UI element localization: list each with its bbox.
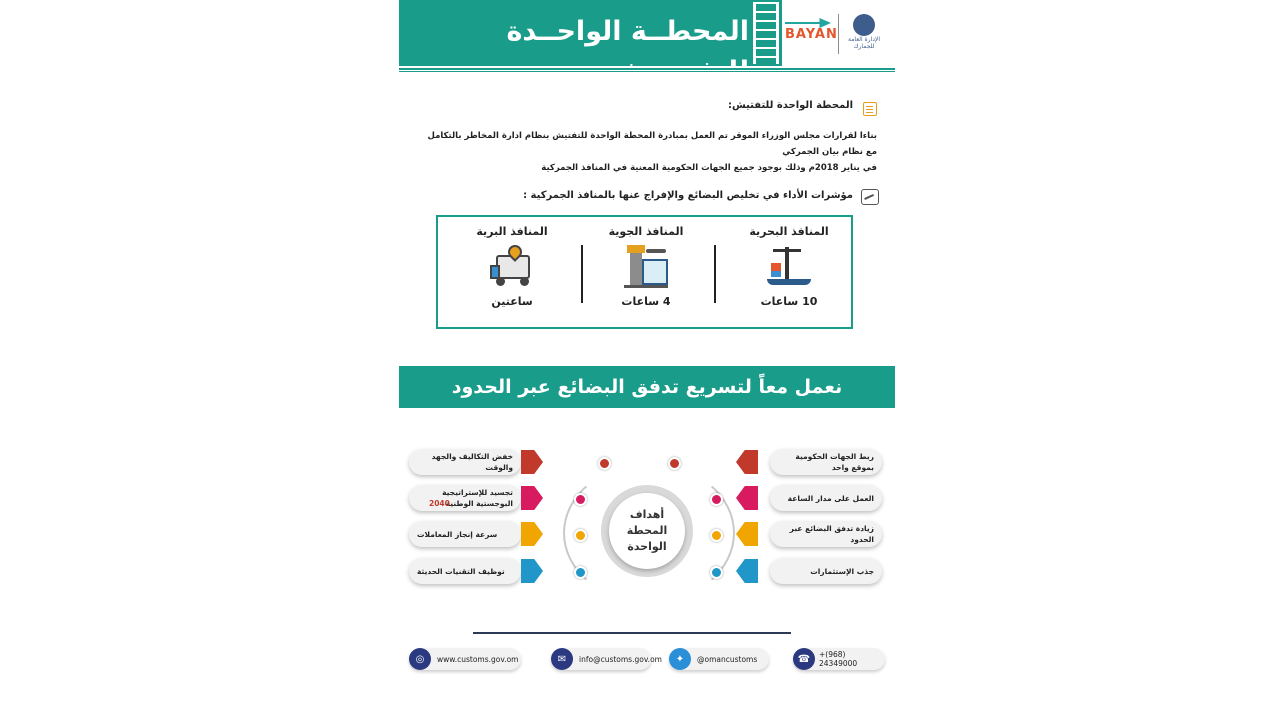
truck-location-icon — [490, 245, 534, 289]
kpi-separator — [581, 245, 583, 303]
goal-dot — [668, 457, 681, 470]
note-icon — [863, 102, 877, 116]
goal-dot — [710, 566, 723, 579]
website-text: www.customs.gov.om — [437, 654, 519, 664]
page-title: المحطــة الواحــدة — [506, 16, 749, 47]
kpi-value: ساعتين — [491, 295, 533, 308]
goal-text: سرعة إنجاز المعاملات — [417, 529, 498, 539]
hub-label: أهداف المحطة الواحدة — [626, 508, 668, 553]
footer-email[interactable] — [551, 648, 662, 670]
goal-text: العمل على مدار الساعة — [787, 493, 874, 503]
infographic-page — [397, 0, 897, 704]
goal-dot — [710, 529, 723, 542]
goal-dot — [710, 493, 723, 506]
goal-text: خفض التكاليف والجهد والوقت — [431, 452, 513, 472]
kpi-value: 4 ساعات — [621, 295, 671, 308]
footer-phone[interactable] — [793, 648, 885, 670]
goal-pill-right — [770, 558, 882, 584]
chevron-arrow-icon — [736, 522, 758, 546]
logo-divider — [838, 14, 839, 54]
goal-dot — [598, 457, 611, 470]
goal-pill-left — [409, 485, 521, 511]
goal-text: توظيف التقنيات الحديثة — [417, 566, 505, 576]
goal-pill-right — [770, 485, 882, 511]
kpi-label: المنافذ الجوية — [608, 225, 684, 238]
goal-pill-right — [770, 449, 882, 475]
footer-line — [473, 632, 791, 634]
goal-text: تجسيد للإستراتيجية البوجستية الوطنية — [442, 488, 513, 508]
twitter-icon: ✦ — [669, 648, 691, 670]
slogan-banner — [399, 366, 895, 408]
globe-icon: ◎ — [409, 648, 431, 670]
goal-pill-left — [409, 449, 521, 475]
intro-line-1: بناءا لقرارات مجلس الوزراء الموقر تم العمل بمبادرة المحطة الواحدة للتفتيش بنظام ادارة المخاطر بالتكامل مع نظام بيان الجمركي — [427, 131, 877, 157]
airport-icon — [624, 245, 668, 289]
bayan-logo — [785, 18, 838, 48]
goal-pill-left — [409, 521, 521, 547]
police-emblem — [843, 14, 885, 58]
chevron-arrow-icon — [521, 450, 543, 474]
twitter-text: @omancustoms — [697, 654, 758, 664]
chevron-arrow-icon — [521, 522, 543, 546]
goals-hub — [609, 493, 685, 569]
goal-pill-right — [770, 521, 882, 547]
intro-text — [417, 128, 877, 176]
kpi-label: المنافذ البحرية — [749, 225, 829, 238]
kpi-air — [586, 223, 706, 308]
ship-crane-icon — [767, 245, 811, 289]
goal-text: ربط الجهات الحكومية بموقع واحد — [795, 452, 874, 472]
goal-dot — [574, 493, 587, 506]
header-rule — [399, 68, 895, 70]
goal-text: زيادة تدفق البضائع عبر الحدود — [789, 524, 874, 544]
chevron-arrow-icon — [736, 559, 758, 583]
kpi-sea — [729, 223, 849, 308]
kpi-label: المنافذ البرية — [476, 225, 548, 238]
emblem-seal-icon — [853, 14, 875, 36]
goal-text: جذب الإستثمارات — [810, 566, 874, 576]
header-band — [399, 0, 782, 66]
email-text: info@customs.gov.om — [579, 654, 662, 664]
mail-icon: ✉ — [551, 648, 573, 670]
ladder-decoration — [753, 2, 779, 64]
phone-icon: ☎ — [793, 648, 815, 670]
kpi-land — [452, 223, 572, 308]
kpi-box — [436, 215, 853, 329]
chart-icon — [861, 189, 879, 205]
footer-website[interactable] — [409, 648, 521, 670]
emblem-caption: الإدارة العامة للجمارك — [847, 36, 881, 50]
chevron-arrow-icon — [736, 450, 758, 474]
chevron-arrow-icon — [736, 486, 758, 510]
slogan-text: نعمل معاً لتسريع تدفق البضائع عبر الحدود — [451, 376, 843, 398]
goal-year: 2040 — [429, 499, 450, 508]
kpi-separator — [714, 245, 716, 303]
goal-pill-left — [409, 558, 521, 584]
intro-heading: المحطة الواحدة للتفتيش: — [727, 100, 853, 111]
phone-text: +(968) 24349000 — [819, 650, 858, 668]
footer-twitter[interactable] — [669, 648, 769, 670]
bayan-logo-text: BAYAN — [785, 27, 838, 42]
chevron-arrow-icon — [521, 486, 543, 510]
goal-dot — [574, 566, 587, 579]
chevron-arrow-icon — [521, 559, 543, 583]
header-rule-thin — [399, 71, 895, 72]
intro-line-2: في يناير 2018م وذلك بوجود جميع الجهات الحكومية المعنية في المنافذ الجمركية — [541, 163, 877, 173]
kpi-heading: مؤشرات الأداء في تخليص البضائع والإفراج عنها بالمنافذ الجمركية : — [523, 190, 853, 201]
kpi-value: 10 ساعات — [760, 295, 818, 308]
goal-dot — [574, 529, 587, 542]
